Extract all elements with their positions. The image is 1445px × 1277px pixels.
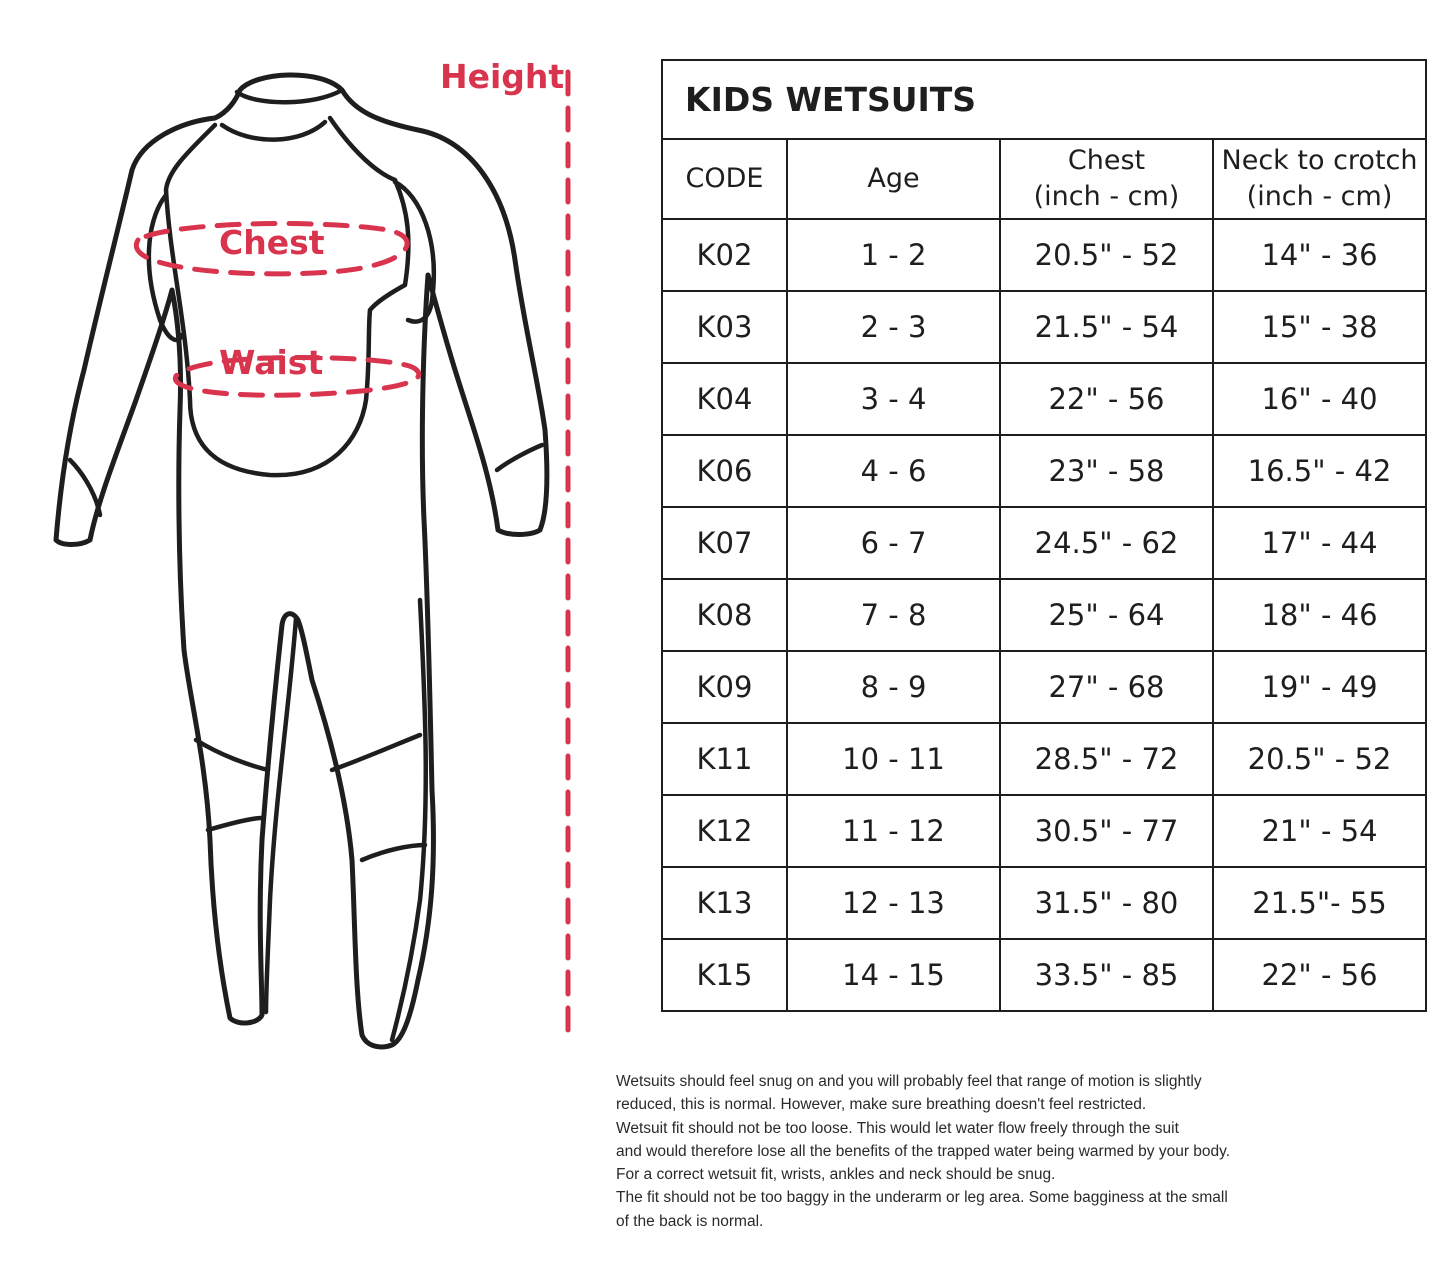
header-code: CODE	[662, 139, 787, 219]
cell-chest: 25" - 64	[1000, 579, 1213, 651]
cell-chest: 31.5" - 80	[1000, 867, 1213, 939]
cell-neck: 16" - 40	[1213, 363, 1426, 435]
cell-neck: 19" - 49	[1213, 651, 1426, 723]
cell-age: 12 - 13	[787, 867, 1000, 939]
table-row	[662, 291, 1426, 363]
cell-code: K12	[662, 795, 787, 867]
cell-age: 14 - 15	[787, 939, 1000, 1011]
cell-age: 8 - 9	[787, 651, 1000, 723]
cell-neck: 21.5"- 55	[1213, 867, 1426, 939]
cell-neck: 14" - 36	[1213, 219, 1426, 291]
cell-chest: 24.5" - 62	[1000, 507, 1213, 579]
cell-chest: 30.5" - 77	[1000, 795, 1213, 867]
table-row	[662, 939, 1426, 1011]
cell-code: K13	[662, 867, 787, 939]
table-row	[662, 795, 1426, 867]
note-line: of the back is normal.	[616, 1212, 764, 1230]
cell-age: 11 - 12	[787, 795, 1000, 867]
table-row	[662, 723, 1426, 795]
cell-code: K11	[662, 723, 787, 795]
cell-chest: 33.5" - 85	[1000, 939, 1213, 1011]
wetsuit-figure	[0, 0, 640, 1080]
cell-chest: 28.5" - 72	[1000, 723, 1213, 795]
cell-neck: 21" - 54	[1213, 795, 1426, 867]
cell-chest: 21.5" - 54	[1000, 291, 1213, 363]
cell-age: 6 - 7	[787, 507, 1000, 579]
cell-neck: 22" - 56	[1213, 939, 1426, 1011]
note-line: Wetsuit fit should not be too loose. This would let water flow freely through the suit	[616, 1119, 1179, 1137]
cell-chest: 27" - 68	[1000, 651, 1213, 723]
header-age: Age	[787, 139, 1000, 219]
cell-code: K15	[662, 939, 787, 1011]
cell-age: 4 - 6	[787, 435, 1000, 507]
note-line: Wetsuits should feel snug on and you will probably feel that range of motion is slightly	[616, 1073, 1202, 1090]
cell-code: K02	[662, 219, 787, 291]
table-row	[662, 867, 1426, 939]
note-line: The fit should not be too baggy in the underarm or leg area. Some bagginess at the small	[616, 1189, 1228, 1207]
cell-age: 7 - 8	[787, 579, 1000, 651]
cell-neck: 18" - 46	[1213, 579, 1426, 651]
cell-age: 10 - 11	[787, 723, 1000, 795]
cell-neck: 20.5" - 52	[1213, 723, 1426, 795]
table-row	[662, 435, 1426, 507]
cell-code: K04	[662, 363, 787, 435]
table-row	[662, 579, 1426, 651]
table-row	[662, 363, 1426, 435]
cell-neck: 16.5" - 42	[1213, 435, 1426, 507]
table-header-row	[662, 139, 1426, 219]
cell-code: K09	[662, 651, 787, 723]
table-row	[662, 507, 1426, 579]
cell-code: K07	[662, 507, 787, 579]
cell-chest: 20.5" - 52	[1000, 219, 1213, 291]
cell-code: K08	[662, 579, 787, 651]
header-neck-to-crotch: Neck to crotch (inch - cm)	[1213, 139, 1426, 219]
height-label: Height	[440, 57, 565, 96]
table-row	[662, 219, 1426, 291]
cell-age: 1 - 2	[787, 219, 1000, 291]
note-line: For a correct wetsuit fit, wrists, ankles and neck should be snug.	[616, 1166, 1056, 1184]
size-chart-table	[661, 59, 1427, 1012]
wetsuit-outline-icon	[0, 0, 640, 1080]
cell-chest: 23" - 58	[1000, 435, 1213, 507]
chest-label: Chest	[219, 223, 325, 262]
table-title: KIDS WETSUITS	[662, 60, 1426, 139]
cell-chest: 22" - 56	[1000, 363, 1213, 435]
cell-neck: 15" - 38	[1213, 291, 1426, 363]
wetsuit-body-outline	[56, 75, 547, 1047]
cell-neck: 17" - 44	[1213, 507, 1426, 579]
table-row	[662, 651, 1426, 723]
cell-code: K06	[662, 435, 787, 507]
note-line: and would therefore lose all the benefits of the trapped water being warmed by your body.	[616, 1142, 1231, 1160]
table-title-row	[662, 60, 1426, 139]
header-chest: Chest (inch - cm)	[1000, 139, 1213, 219]
cell-age: 2 - 3	[787, 291, 1000, 363]
fit-notes	[616, 1070, 1436, 1233]
cell-code: K03	[662, 291, 787, 363]
waist-label: Waist	[219, 343, 324, 382]
note-line: reduced, this is normal. However, make sure breathing doesn't feel restricted.	[616, 1096, 1147, 1114]
cell-age: 3 - 4	[787, 363, 1000, 435]
